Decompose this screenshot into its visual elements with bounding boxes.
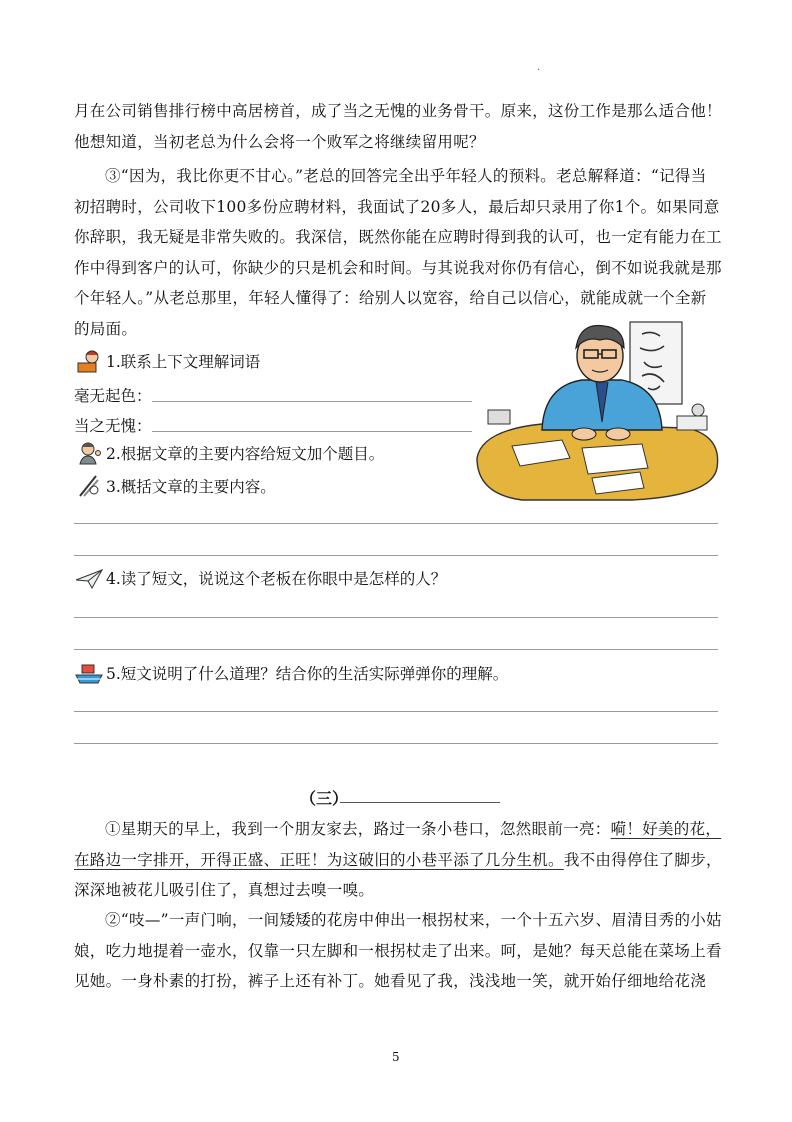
question-4-text: 4.读了短文，说说这个老板在你眼中是怎样的人？ [106,570,447,588]
p1-underlined: 嗬！好美的花，在路边一字排开，开得正盛、正旺！为这破旧的小巷平添了几分生机。 [74,820,722,869]
top-dot: . [537,62,541,73]
section-3-title-blank[interactable] [340,802,500,803]
pencil-tools-icon [74,474,104,498]
question-3-text: 3.概括文章的主要内容。 [106,478,276,496]
paragraph-3: ③“因为，我比你更不甘心。”老总的回答完全出乎年轻人的预料。老总解释道：“记得当初招聘时，公司收下100多份应聘材料，我面试了20多人，最后却只录用了你1个。如果同意你辞职，我无疑是非常失败的。我深信，既然你能在应聘时得到我的认可，也一定有能力在工作中得到客户的认可，你缺少的只是机会和时间。与其说我对你仍有信心，倒不如说我就是那个年轻人。”从老总那里，年轻人懂得了：给别人以宽容，给自己以信心，就能成就一个全新的局面。 [74,167,722,338]
question-1 [74,348,260,374]
answer-line-5b[interactable] [74,743,718,744]
section-3-title: （三） [300,789,349,808]
answer-line-4b[interactable] [74,649,718,650]
section-3-paragraph-1 [74,814,722,906]
reading-girl-icon [74,349,104,373]
answer-line-4a[interactable] [74,617,718,618]
p1-before: ①星期天的早上，我到一个朋友家去，路过一条小巷口，忽然眼前一亮： [105,820,611,838]
question-2 [74,440,384,466]
question-5-text: 5.短文说明了什么道理？结合你的生活实际弹弹你的理解。 [106,665,509,683]
boss-at-desk-illustration [472,318,722,503]
question-5 [74,660,508,686]
question-2-text: 2.根据文章的主要内容给短文加个题目。 [106,445,385,463]
answer-line-5a[interactable] [74,711,718,712]
section-3-paragraph-2: ②“吱—”一声门响，一间矮矮的花房中伸出一根拐杖来，一个十五六岁、眉清目秀的小姑娘，吃力地提着一壶水，仅靠一只左脚和一根拐杖走了出来。呵，是她？每天总能在菜场上看见她。一身朴素的打扮，裤子上还有补丁。她看见了我，浅浅地一笑，就开始仔细地给花浇 [74,911,722,990]
page-number: 5 [392,1050,400,1064]
thinking-boy-icon [74,441,104,465]
paragraph-prev: 月在公司销售排行榜中高居榜首，成了当之无愧的业务骨干。原来，这份工作是那么适合他！他想知道，当初老总为什么会将一个败军之将继续留用呢？ [74,102,722,151]
p1-after: 我不由得停住了脚步，深深地被花儿吸引住了，真想过去嗅一嗅。 [74,850,722,899]
question-3 [74,473,276,499]
word-1-label: 毫无起色： [74,387,152,405]
question-1-text: 1.联系上下文理解词语 [106,353,261,371]
answer-line-3b[interactable] [74,555,718,556]
answer-line-3a[interactable] [74,523,718,524]
word-2-answer-line[interactable] [152,431,472,432]
paper-plane-icon [74,566,104,590]
ship-icon [74,661,104,685]
word-2-label: 当之无愧： [74,417,152,435]
question-4 [74,565,446,591]
word-1-answer-line[interactable] [152,401,472,402]
